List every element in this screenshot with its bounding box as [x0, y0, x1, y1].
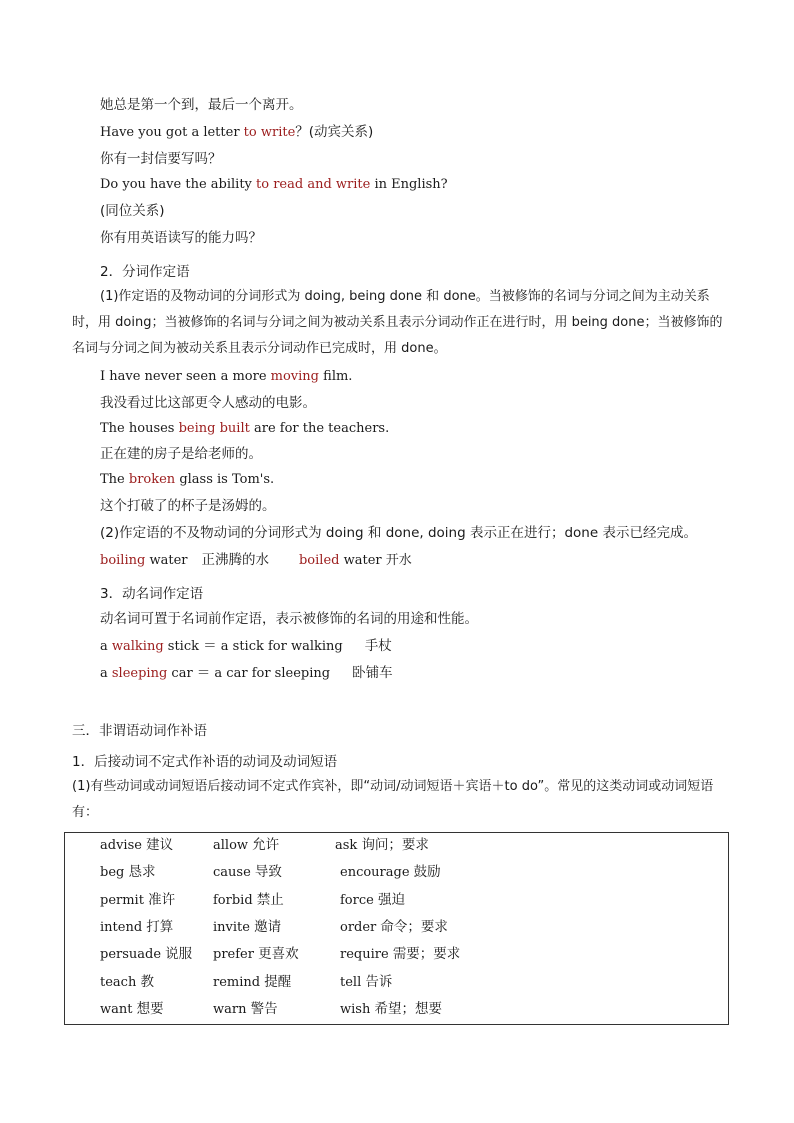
- paragraph-infinitive: (1)有些动词或动词短语后接动词不定式作宾补，即“动词/动词短语＋宾语＋to do”。常见的这类动词或动词短语有：: [72, 779, 714, 820]
- highlight-phrase: walking: [111, 639, 164, 654]
- subheading-participle: 2．分词作定语: [100, 264, 190, 280]
- example-sentence-zh: 你有一封信要写吗？: [100, 151, 222, 167]
- verb-word: invite: [213, 919, 255, 935]
- verb-meaning: 更喜欢: [258, 946, 299, 963]
- verb-word: ask: [335, 838, 362, 853]
- verb-meaning: 允许: [252, 837, 280, 853]
- verb-entry: [213, 891, 284, 910]
- highlight-phrase: to write: [243, 125, 296, 140]
- example-sentence: The broken glass is Tom's.: [100, 472, 275, 487]
- verb-word: encourage: [340, 865, 414, 881]
- verb-meaning: 教: [140, 973, 154, 990]
- example-phrases: boiling water 正沸腾的水 boiled water 开水: [100, 552, 412, 568]
- verb-entry: [100, 945, 192, 964]
- highlight-phrase: broken: [128, 472, 176, 487]
- verb-word: want: [100, 1001, 137, 1017]
- example-sentence-zh: 我没看过比这部更令人感动的电影。: [100, 395, 316, 411]
- verb-word: cause: [213, 865, 255, 881]
- section-heading: 三．非谓语动词作补语: [72, 723, 207, 739]
- verb-entry: [340, 1000, 442, 1019]
- verb-entry: [340, 945, 460, 964]
- paragraph-gerund: 动名词可置于名词前作定语，表示被修饰的名词的用途和性能。: [100, 611, 478, 627]
- paragraph-participle-2: (2)作定语的不及物动词的分词形式为 doing 和 done, doing 表示正在进行；done 表示已经完成。: [100, 525, 697, 541]
- verb-entry: [213, 863, 282, 882]
- subheading-infinitive: 1．后接动词不定式作补语的动词及动词短语: [72, 754, 338, 770]
- verb-meaning: 邀请: [254, 918, 282, 935]
- verb-word: tell: [340, 974, 366, 990]
- example-sentence-zh: 她总是第一个到，最后一个离开。: [100, 97, 303, 113]
- verb-entry: [213, 973, 291, 992]
- subheading-gerund: 3．动名词作定语: [100, 586, 204, 602]
- verb-word: warn: [213, 1001, 251, 1017]
- verb-meaning: 警告: [250, 1000, 278, 1017]
- verb-entry: [100, 918, 173, 937]
- verb-word: order: [340, 919, 381, 935]
- gerund-example: a walking stick ＝ a stick for walking 手杖: [100, 638, 392, 654]
- gerund-example: a sleeping car ＝ a car for sleeping 卧铺车: [100, 665, 393, 681]
- verb-meaning: 恳求: [128, 864, 156, 881]
- verb-meaning: 询问；要求: [361, 837, 429, 853]
- verb-word: beg: [100, 865, 129, 881]
- highlight-phrase: being built: [178, 421, 250, 436]
- verb-meaning: 告诉: [365, 973, 393, 990]
- verb-word: persuade: [100, 947, 166, 963]
- verb-entry: [340, 891, 405, 910]
- verb-entry: [340, 918, 448, 937]
- verb-meaning: 提醒: [264, 973, 292, 990]
- verb-entry: [100, 863, 155, 882]
- highlight-phrase: moving: [270, 369, 320, 384]
- verb-entry: [100, 891, 175, 910]
- highlight-phrase: to read and write: [256, 177, 371, 192]
- verb-entry: [213, 1000, 278, 1019]
- verb-meaning: 命令；要求: [380, 918, 448, 935]
- highlight-phrase: boiling: [100, 553, 146, 568]
- example-sentence: Do you have the ability to read and write in English?: [100, 177, 448, 192]
- verb-word: wish: [340, 1001, 375, 1017]
- verb-entry: [213, 836, 279, 855]
- highlight-phrase: sleeping: [111, 666, 168, 681]
- verb-meaning: 需要；要求: [392, 946, 461, 963]
- example-sentence-zh: 你有用英语读写的能力吗？: [100, 230, 262, 246]
- verb-word: permit: [100, 892, 149, 908]
- verb-word: intend: [100, 919, 147, 935]
- verb-entry: [213, 945, 299, 964]
- verb-meaning: 说服: [165, 946, 193, 963]
- verb-meaning: 建议: [146, 837, 174, 853]
- verb-word: teach: [100, 974, 141, 990]
- verb-meaning: 想要: [136, 1000, 164, 1017]
- verb-meaning: 强迫: [377, 891, 405, 908]
- example-sentence-zh: 这个打破了的杯子是汤姆的。: [100, 498, 276, 514]
- example-sentence: Have you got a letter to write？(动宾关系): [100, 124, 374, 140]
- paragraph-participle-1: (1)作定语的及物动词的分词形式为 doing, being done 和 done。当被修饰的名词与分词之间为主动关系时，用 doing；当被修饰的名词与分词之间为被动关系且表示分词动作正在进行时，用 being done；当被修饰的名词与分词之间为被动关系且表示分词动作已完成时，用 done。: [72, 289, 723, 356]
- verb-meaning: 鼓励: [413, 864, 441, 881]
- verb-word: prefer: [213, 947, 259, 963]
- verb-entry: [100, 973, 154, 992]
- verb-entry: [335, 836, 429, 855]
- verb-word: remind: [213, 974, 265, 990]
- verb-word: require: [340, 947, 393, 963]
- verb-meaning: 导致: [254, 864, 282, 881]
- relation-note: (同位关系): [100, 203, 165, 219]
- example-sentence: I have never seen a more moving film.: [100, 369, 353, 384]
- verb-entry: [340, 863, 441, 882]
- verb-entry: [340, 973, 392, 992]
- verb-list-box: [64, 832, 729, 1025]
- verb-word: force: [340, 892, 378, 908]
- verb-word: forbid: [213, 892, 257, 908]
- verb-entry: [100, 1000, 164, 1019]
- verb-meaning: 希望；想要: [374, 1000, 442, 1017]
- verb-meaning: 禁止: [256, 891, 284, 908]
- verb-meaning: 准许: [148, 891, 176, 908]
- verb-word: advise: [100, 838, 147, 853]
- highlight-phrase: boiled: [298, 553, 340, 568]
- verb-word: allow: [213, 838, 253, 853]
- verb-entry: [213, 918, 281, 937]
- example-sentence-zh: 正在建的房子是给老师的。: [100, 446, 262, 462]
- verb-entry: [100, 836, 173, 855]
- example-sentence: The houses being built are for the teachers.: [100, 421, 390, 436]
- verb-meaning: 打算: [146, 918, 174, 935]
